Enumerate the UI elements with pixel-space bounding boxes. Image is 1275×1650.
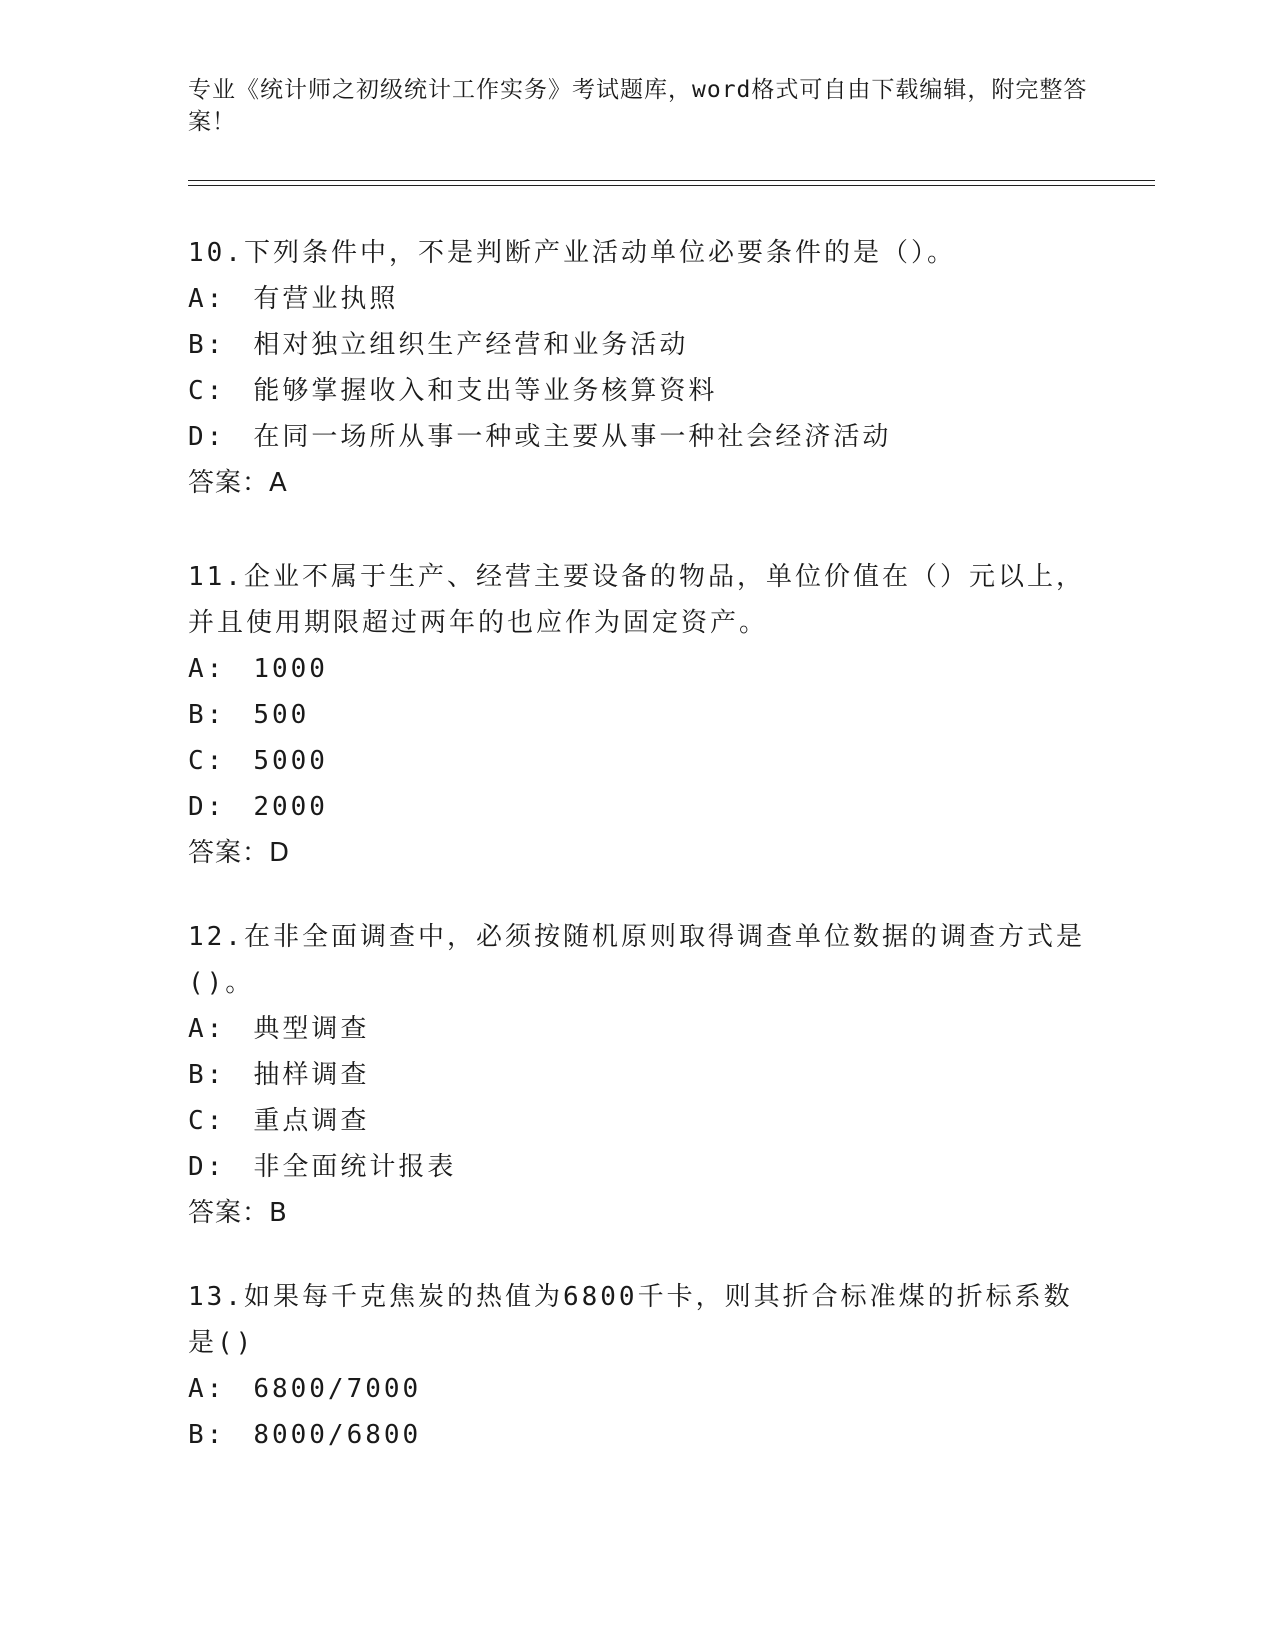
question-12 (188, 914, 1088, 1236)
option-letter: C: (188, 376, 226, 406)
question-13 (188, 1274, 1088, 1458)
question-11 (188, 554, 1088, 876)
option-text: 抽样调查 (253, 1060, 370, 1090)
option-a (188, 646, 1088, 692)
option-text: 6800/7000 (253, 1374, 422, 1404)
option-text: 500 (253, 700, 310, 730)
header-divider-top (188, 180, 1155, 181)
option-c (188, 368, 1088, 414)
option-text: 2000 (253, 792, 328, 822)
option-text: 典型调查 (253, 1014, 370, 1044)
answer-label: 答案：A (188, 468, 288, 498)
option-b (188, 1412, 1088, 1458)
option-c (188, 738, 1088, 784)
option-text: 在同一场所从事一种或主要从事一种社会经济活动 (253, 422, 892, 452)
answer-label: 答案：B (188, 1198, 288, 1228)
option-letter: C: (188, 746, 226, 776)
option-letter: A: (188, 1374, 226, 1404)
option-letter: B: (188, 700, 226, 730)
option-a (188, 1366, 1088, 1412)
option-text: 1000 (253, 654, 328, 684)
document-header: 专业《统计师之初级统计工作实务》考试题库，word格式可自由下载编辑，附完整答案！ (188, 77, 1088, 135)
option-text: 8000/6800 (253, 1420, 422, 1450)
question-text: 13.如果每千克焦炭的热值为6800千卡，则其折合标准煤的折标系数是() (188, 1282, 1073, 1358)
option-b (188, 1052, 1088, 1098)
question-10 (188, 230, 1088, 506)
option-letter: B: (188, 1060, 226, 1090)
option-b (188, 322, 1088, 368)
option-letter: C: (188, 1106, 226, 1136)
question-text: 12.在非全面调查中，必须按随机原则取得调查单位数据的调查方式是()。 (188, 922, 1085, 998)
question-text: 10.下列条件中，不是判断产业活动单位必要条件的是（）。 (188, 238, 956, 268)
question-text: 11.企业不属于生产、经营主要设备的物品，单位价值在（）元以上，并且使用期限超过两年的也应作为固定资产。 (188, 562, 1085, 638)
option-a (188, 1006, 1088, 1052)
option-text: 非全面统计报表 (253, 1152, 457, 1182)
option-text: 重点调查 (253, 1106, 370, 1136)
option-text: 相对独立组织生产经营和业务活动 (253, 330, 689, 360)
option-letter: D: (188, 422, 226, 452)
option-letter: D: (188, 1152, 226, 1182)
option-letter: B: (188, 330, 226, 360)
option-text: 5000 (253, 746, 328, 776)
option-letter: A: (188, 1014, 226, 1044)
option-d (188, 1144, 1088, 1190)
option-text: 有营业执照 (253, 284, 399, 314)
option-letter: B: (188, 1420, 226, 1450)
option-c (188, 1098, 1088, 1144)
option-letter: A: (188, 284, 226, 314)
option-d (188, 414, 1088, 460)
option-d (188, 784, 1088, 830)
option-b (188, 692, 1088, 738)
option-text: 能够掌握收入和支出等业务核算资料 (253, 376, 718, 406)
header-divider-bottom (188, 185, 1155, 186)
option-a (188, 276, 1088, 322)
option-letter: D: (188, 792, 226, 822)
answer-label: 答案：D (188, 838, 291, 868)
option-letter: A: (188, 654, 226, 684)
